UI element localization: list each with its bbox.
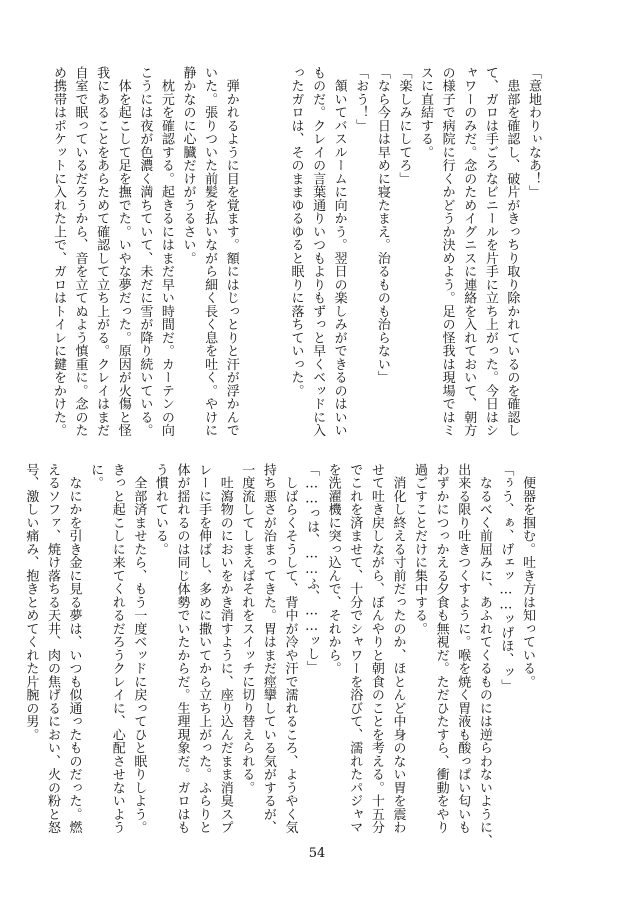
text-line: に。 — [88, 463, 104, 490]
text-line: 我にあることをあらためて確認して立ち上がる。クレイはまだ — [94, 66, 110, 437]
text-line: きっと起こしに来てくれるだろうクレイに、心配させないよう — [109, 463, 125, 834]
text-line: いた。張りついた前髪を払いながら細く長く息を吐く。やけに — [202, 66, 218, 437]
text-line: め携帯はポケットに入れた上で、ガロはトイレに鍵をかけた。 — [50, 66, 66, 437]
text-line: 弾かれるように目を覚ます。額にはじっとりと汗が浮かんで — [223, 66, 239, 437]
text-line: 一度流してしまえばそれをスイッチに切り替えられる。 — [239, 463, 255, 795]
text-line: 便器を掴む。吐き方は知っている。 — [520, 463, 535, 689]
text-line: て、ガロは手ごろなビニールを片手に立ち上がった。今日はシ — [482, 66, 498, 437]
text-line: 「楽しみにしてろ」 — [396, 66, 412, 186]
text-line — [242, 66, 264, 424]
text-line: う慣れている。 — [152, 463, 168, 556]
text-line: 自室で眠っているだろうから、音を立てぬよう慎重に。念のた — [72, 66, 88, 437]
text-line: ったガロは、そのままゆるゆると眠りに落ちていった。 — [288, 66, 304, 398]
text-line: 全部済ませたら、もう一度ベッドに戻ってひと眠りしよう。 — [131, 463, 147, 834]
text-line: 「……っは、……ふ、……ッし」 — [304, 463, 320, 674]
text-line: せて吐き戻しながら、ぼんやりと朝食のことを考える。十五分 — [368, 463, 384, 834]
text-line: 静かなのに心臓だけがうるさい。 — [180, 66, 196, 265]
text-line: 体を起こして足を撫でた。いやな夢だった。原因が火傷と怪 — [115, 66, 131, 437]
text-line: を洗濯機に突っ込んで、それから。 — [325, 463, 341, 675]
lower-text-block — [23, 463, 538, 848]
text-line: なにかを引き金に見る夢は、いつも似通ったものだった。燃 — [66, 463, 82, 834]
text-line: 「意地わりぃなあ！」 — [526, 66, 541, 199]
text-line: わずかにつっかえる夕食も無視だ。ただひたすら、衝動をやり — [433, 463, 449, 834]
text-line: 持ち悪さが治まってきた。胃はまだ痙攣している気がするが、 — [260, 463, 276, 834]
text-line: えるソファ、焼け落ちる天井、肉の焦げるにおい、火の粉と怒 — [44, 463, 60, 834]
text-line: でこれを済ませて、十分でシャワーを浴びて、濡れたパジャマ — [347, 463, 363, 834]
text-line: 吐瀉物のにおいをかき消すように、座り込んだまま消臭スプ — [217, 463, 233, 834]
text-line: 枕元を確認する。起きるにはまだ早い時間だ。カーテンの向 — [158, 66, 174, 437]
text-line: ャワーのみだ。念のためイグニスに連絡を入れておいて、朝方 — [461, 66, 477, 437]
text-line — [263, 66, 285, 424]
text-line: 消化し終える寸前だったのか、ほとんど中身のない胃を震わ — [390, 463, 406, 834]
text-line: 号、激しい痛み、抱きとめてくれた片腕の男。 — [23, 463, 39, 742]
text-line: 「おう！」 — [353, 66, 369, 133]
text-line: レーに手を伸ばし、多めに撒いてから立ち上がった。ふらりと — [196, 463, 212, 834]
text-line: ものだ。クレイの言葉通りいつもよりもずっと早くベッドに入 — [310, 66, 326, 437]
text-line: しばらくそうして、背中が冷や汗で濡れるころ、ようやく気 — [282, 463, 298, 834]
text-line: 体が揺れるのは同じ体勢でいたからだ。生理現象だ。ガロはも — [174, 463, 190, 834]
text-line: こうには夜が色濃く満ちていて、未だに雪が降り続いている。 — [137, 66, 153, 437]
text-line: 過ごすことだけに集中する。 — [412, 463, 428, 636]
upper-text-block — [50, 66, 544, 437]
text-line: なるべく前屈みに、あふれてくるものには逆らわないように、 — [476, 463, 492, 848]
text-line: 「ぅう、ぁ、げェッ……ッげほ、ッ」 — [498, 463, 514, 693]
page-number: 54 — [308, 846, 326, 861]
text-line: 患部を確認し、破片がきっちり取り除かれているのを確認し — [504, 66, 520, 437]
text-line: 「なら今日は早めに寝たまえ。治るものも治らない」 — [374, 66, 390, 384]
text-line: スに直結する。 — [418, 66, 434, 159]
text-line: 出来る限り吐きつくすように。喉を焼く胃液も酸っぱい匂いも — [455, 463, 471, 834]
text-line: 頷いてバスルームに向かう。翌日の楽しみができるのはいい — [331, 66, 347, 437]
text-line: の様子で病院に行くかどうか決めよう。足の怪我は現場ではミ — [439, 66, 455, 437]
